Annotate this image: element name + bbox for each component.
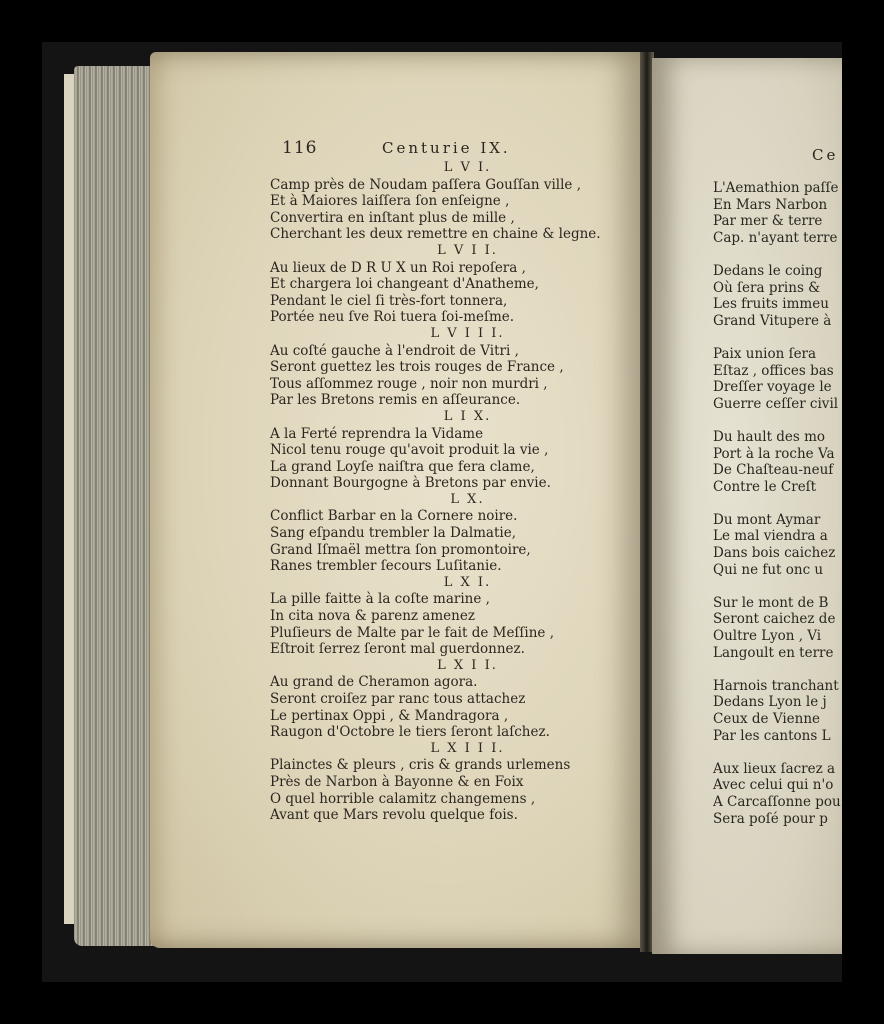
verse-line: Seront croiſez par ranc tous attachez (270, 691, 526, 707)
verse (270, 575, 635, 658)
stanza-line: Eſtaz , offices bas (713, 362, 834, 379)
stanza-line: A Carcaſſonne pou (713, 793, 841, 810)
left-page-text (270, 160, 635, 824)
verse-line: O quel horrible calamitz changemens , (270, 790, 536, 807)
verse-line: Donnant Bourgogne à Bretons par envie. (270, 475, 551, 492)
verse-line: Raugon d'Octobre le tiers ſeront laſchez. (270, 724, 550, 741)
right-page-text (713, 180, 842, 844)
stanza-line: Paix union ſera (713, 345, 817, 362)
verse-line: Portée neu ſve Roi tuera ſoi-meſme. (270, 309, 515, 326)
stanza-line: Qui ne fut onc u (713, 561, 824, 578)
left-page-header (282, 140, 542, 160)
verse-line: Plainctes & pleurs , cris & grands urlemens (270, 757, 571, 774)
verse-line: Au grand de Cheramon agora. (270, 674, 478, 691)
stanza (713, 263, 842, 329)
stanza-line: Du mont Aymar (713, 511, 821, 528)
page-number: 116 (282, 138, 318, 158)
verse-number: L X. (450, 491, 485, 507)
verse (270, 741, 635, 824)
verse-line: Pendant le ciel ſi très-fort tonnera, (270, 292, 508, 309)
stanza-line: Oultre Lyon , Vi (713, 628, 822, 645)
stanza-line: Aux lieux ſacrez a (713, 760, 836, 777)
stanza-line: Dans bois caichez (713, 545, 836, 562)
verse-line: Au coſté gauche à l'endroit de Vitri , (270, 342, 519, 359)
verse (270, 160, 635, 243)
stanza-line: Avec celui qui n'o (713, 777, 834, 794)
stanza (713, 595, 842, 661)
verse-line: Convertira en inſtant plus de mille , (270, 209, 515, 226)
stanza-line: Dedans Lyon le j (713, 694, 827, 711)
stanza-line: Du hault des mo (713, 428, 826, 445)
verse-line: Le pertinax Oppi , & Mandragora , (270, 707, 509, 724)
verse-number: L I X. (443, 408, 492, 424)
stanza (713, 429, 842, 495)
stanza-line: Où ſera prins & (713, 279, 821, 296)
verse-line: Pluſieurs de Malte par le fait de Meſſine , (270, 624, 555, 641)
verse (270, 492, 635, 575)
running-title: Centurie IX. (382, 139, 511, 157)
stanza-line: Cap. n'ayant terre (713, 229, 838, 246)
stanza-line: En Mars Narbon (713, 196, 828, 213)
stanza (713, 761, 842, 827)
stanza-line: Grand Vitupere à (713, 312, 832, 329)
verse-line: Avant que Mars revolu quelque fois. (270, 807, 518, 824)
verse-line: Cherchant les deux remettre en chaine & legne. (270, 226, 601, 243)
verse-line: Ranes trembler ſecours Luſitanie. (270, 558, 502, 575)
verse-line: Sang eſpandu trembler la Dalmatie, (270, 525, 517, 542)
stanza-line: Guerre ceſſer civil (713, 395, 839, 412)
verse-number: L V I I. (437, 242, 498, 258)
stanza-line: Sur le mont de B (713, 594, 829, 611)
stanza-line: Par mer & terre (713, 213, 823, 230)
verse-line: Et chargera loi changeant d'Anatheme, (270, 276, 539, 293)
verse-number: L V I I I. (430, 325, 505, 341)
verse-line: Et à Maiores laiſſera ſon enſeigne , (270, 193, 510, 210)
stanza-line: Dedans le coing (713, 262, 823, 279)
verse-line: Eſtroit ſerrez ſeront mal guerdonnez. (270, 641, 525, 658)
verse-number: L X I I I. (430, 740, 505, 756)
verse-line: La grand Loyſe naiſtra que fera clame, (270, 458, 535, 475)
stanza-line: Les fruits immeu (713, 296, 829, 313)
stanza-line: Le mal viendra a (713, 528, 828, 545)
stanza (713, 180, 842, 246)
stanza (713, 346, 842, 412)
stanza-line: Port à la roche Va (713, 445, 835, 462)
verse-line: Tous aſſommez rouge , noir non murdri , (270, 375, 548, 392)
verse (270, 243, 635, 326)
stanza-line: Seront caichez de (713, 611, 836, 628)
verse-line: Nicol tenu rouge qu'avoit produit la vie , (270, 442, 549, 459)
verse-number: L X I. (443, 574, 492, 590)
stanza-line: Ceux de Vienne (713, 711, 821, 727)
verse-number: L V I. (443, 160, 492, 175)
verse (270, 409, 635, 492)
verse (270, 326, 635, 409)
stanza-line: Sera poſé pour p (713, 810, 828, 827)
right-running-title: Ce (812, 146, 839, 164)
verse-line: Conflict Barbar en la Cornere noire. (270, 508, 518, 525)
verse-line: A la Ferté reprendra la Vidame (270, 425, 484, 442)
verse (270, 658, 635, 741)
stanza (713, 512, 842, 578)
verse-line: In cita nova & parenz amenez (270, 608, 475, 625)
verse-line: La pille faitte à la coſte marine , (270, 591, 490, 608)
stanza-line: Harnois tranchant (713, 677, 839, 694)
stanza-line: Dreſſer voyage le (713, 379, 832, 396)
stanza-line: L'Aemathion paſſe (713, 180, 839, 196)
verse-line: Grand Iſmaël mettra ſon promontoire, (270, 541, 531, 558)
stanza-line: Par les cantons L (713, 727, 831, 744)
stanza-line: Langoult en terre (713, 644, 834, 661)
verse-line: Seront guettez les trois rouges de France , (270, 359, 564, 376)
stanza-line: De Chaſteau-neuf (713, 462, 834, 479)
verse-line: Par les Bretons remis en aſſeurance. (270, 392, 521, 409)
verse-line: Près de Narbon à Bayonne & en Foix (270, 773, 524, 790)
verse-line: Camp près de Noudam paſſera Gouſſan ville , (270, 176, 582, 193)
verse-number: L X I I. (437, 657, 498, 673)
stanza-line: Contre le Creſt (713, 478, 817, 495)
verse-line: Au lieux de D R U X un Roi repoſera , (270, 259, 526, 276)
stanza (713, 678, 842, 744)
